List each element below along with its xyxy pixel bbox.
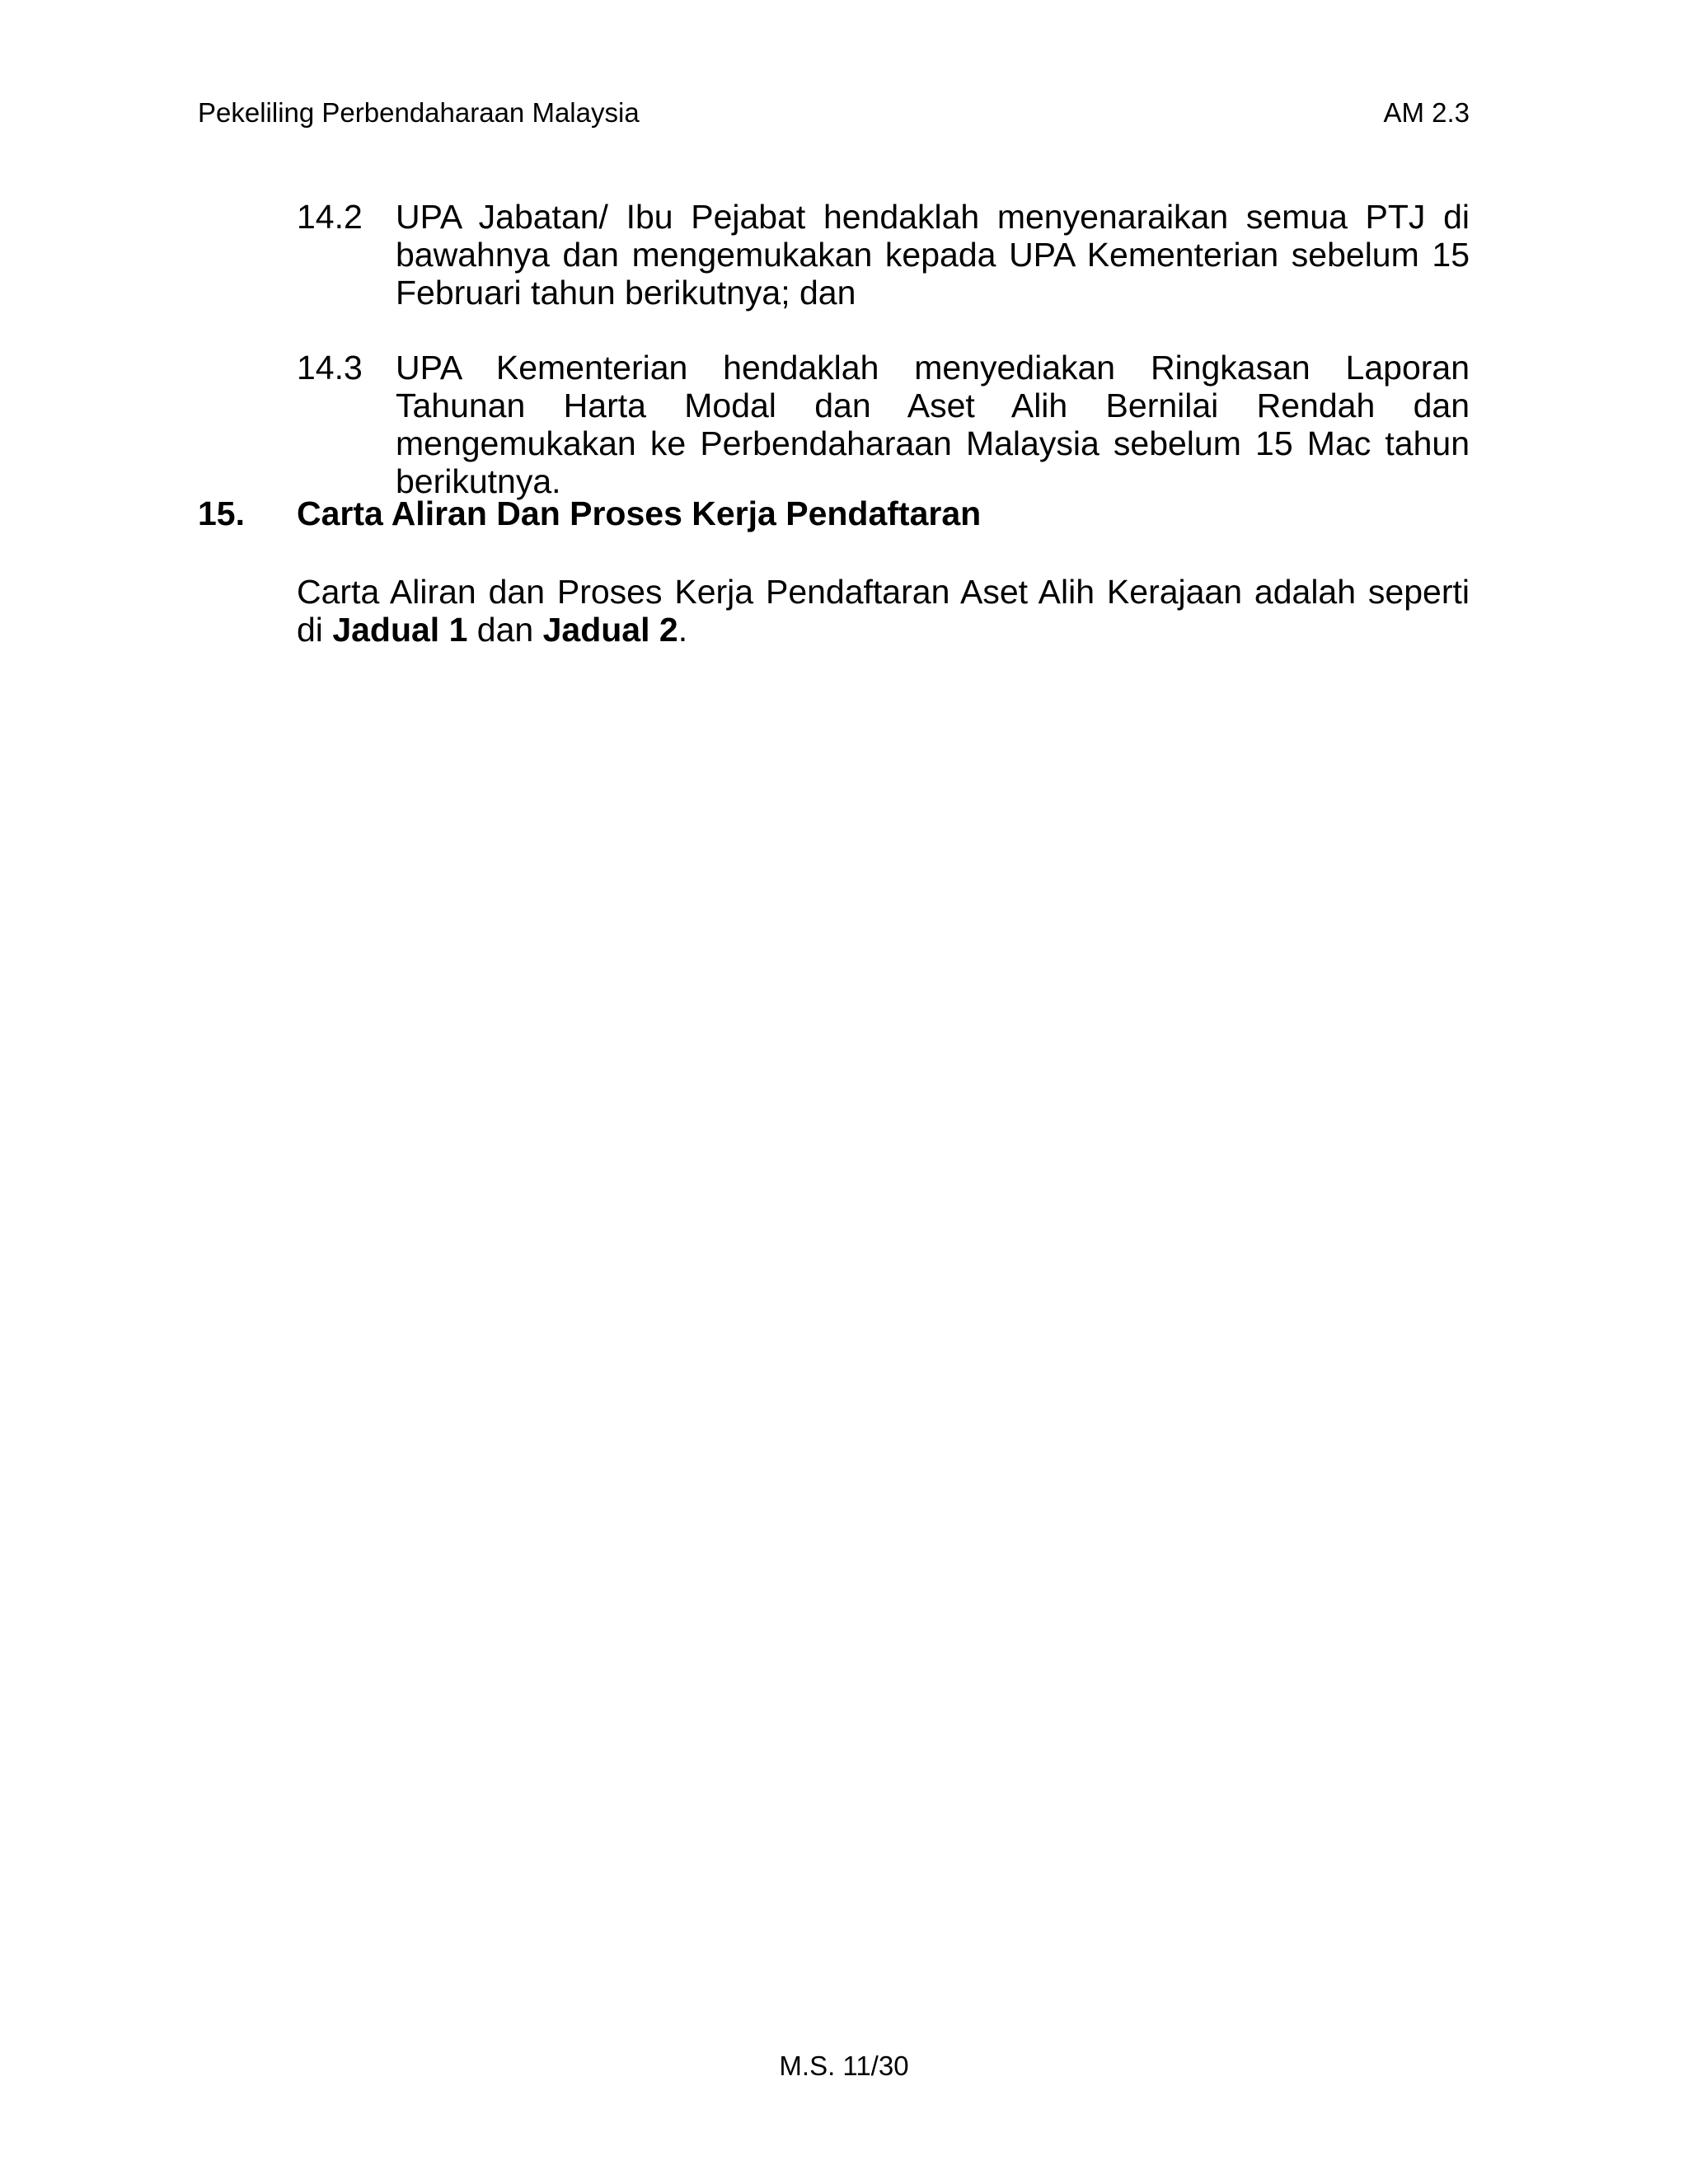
item-text: UPA Kementerian hendaklah menyediakan Ringkasan Laporan Tahunan Harta Modal dan Aset Alih Bernilai Rendah dan mengemukakan ke Perbendaharaan Malaysia sebelum 15 Mac tahun berikutnya. (396, 349, 1470, 500)
reference-jadual-2: Jadual 2 (542, 611, 678, 649)
item-text: UPA Jabatan/ Ibu Pejabat hendaklah menyenaraikan semua PTJ di bawahnya dan mengemukakan kepada UPA Kementerian sebelum 15 Februari tahun berikutnya; dan (396, 198, 1470, 312)
item-number: 14.3 (297, 349, 363, 387)
paragraph-text-mid: dan (467, 611, 543, 649)
reference-jadual-1: Jadual 1 (332, 611, 468, 649)
section-paragraph (297, 573, 1470, 649)
paragraph-text: Carta Aliran dan Proses Kerja Pendaftaran Aset Alih Kerajaan adalah seperti di (297, 573, 1470, 649)
header-document-code: AM 2.3 (1383, 97, 1470, 128)
section-heading (198, 494, 981, 532)
list-item-14-2 (297, 198, 1470, 312)
section-title: Carta Aliran Dan Proses Kerja Pendaftaran (297, 494, 982, 532)
section-number: 15. (198, 494, 245, 532)
item-number: 14.2 (297, 198, 363, 236)
list-item-14-3 (297, 349, 1470, 500)
paragraph-text-end: . (678, 611, 688, 649)
page-number: M.S. 11/30 (779, 2050, 909, 2081)
header-document-title: Pekeliling Perbendaharaan Malaysia (198, 97, 640, 128)
